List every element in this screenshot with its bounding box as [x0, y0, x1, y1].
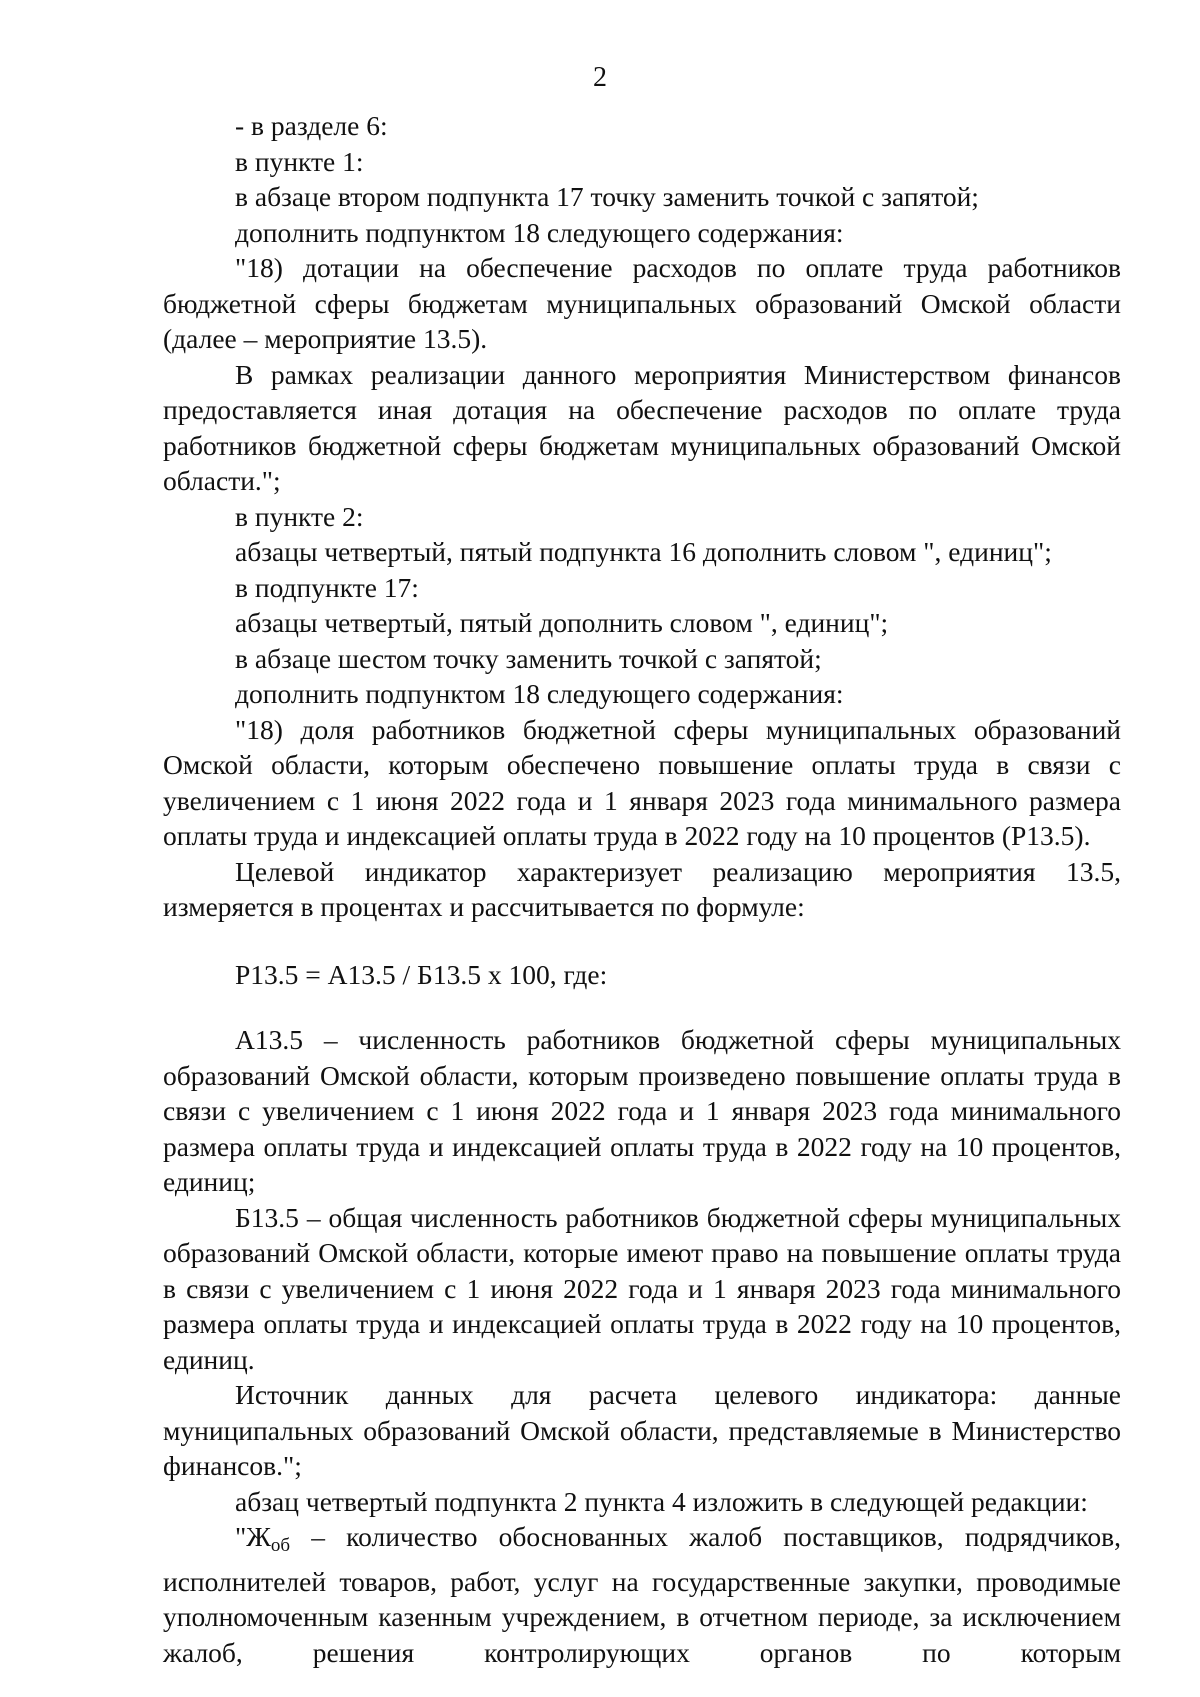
- data-source-paragraph: Источник данных для расчета целевого индикатора: данные муниципальных образований Омской области, представляемые в Министерство финансов.";: [163, 1379, 1121, 1481]
- paragraph: абзацы четвертый, пятый подпункта 16 дополнить словом ", единиц";: [235, 536, 1052, 567]
- final-paragraph: [163, 1519, 1121, 1670]
- formula: Р13.5 = А13.5 / Б13.5 x 100, где:: [235, 958, 608, 990]
- paragraph: в пункте 2:: [235, 500, 364, 532]
- paragraph: - в разделе 6:: [235, 110, 388, 141]
- paragraph: в абзаце шестом точку заменить точкой с запятой;: [235, 642, 822, 674]
- paragraph: "18) доля работников бюджетной сферы муниципальных образований Омской области, которым обеспечено повышение оплаты труда в связи с увеличением с 1 июня 2022 года и 1 января 2023 года минимального размера оплаты труда и индексацией оплаты труда в 2022 году на 10 процентов (Р13.5).: [163, 713, 1121, 851]
- paragraph: Целевой индикатор характеризует реализацию мероприятия 13.5, измеряется в процентах и рассчитывается по формуле:: [163, 855, 1121, 922]
- paragraph: в подпункте 17:: [235, 571, 419, 603]
- page-number: 2: [593, 62, 607, 93]
- paragraph: в пункте 1:: [235, 145, 364, 177]
- paragraph: дополнить подпунктом 18 следующего содержания:: [235, 678, 844, 709]
- definition-paragraph: Б13.5 – общая численность работников бюджетной сферы муниципальных образований Омской области, которые имеют право на повышение оплаты труда в связи с увеличением с 1 июня 2022 года и 1 января 2023 года минимального размера оплаты труда и индексацией оплаты труда в 2022 году на 10 процентов, единиц.: [163, 1201, 1121, 1375]
- final-paragraph-subscript: об: [270, 1535, 291, 1556]
- paragraph: В рамках реализации данного мероприятия Министерством финансов предоставляется иная дотация на обеспечение расходов по оплате труда работников бюджетной сферы бюджетам муниципальных образований Омской области.";: [163, 358, 1121, 496]
- paragraph: абзац четвертый подпункта 2 пункта 4 изложить в следующей редакции:: [235, 1485, 1088, 1517]
- final-paragraph-prefix: "Ж: [235, 1521, 271, 1552]
- document-body: [163, 108, 1121, 1670]
- definition-paragraph: А13.5 – численность работников бюджетной сферы муниципальных образований Омской области, которым произведено повышение оплаты труда в связи с увеличением с 1 июня 2022 года и 1 января 2023 года минимального размера оплаты труда и индексацией оплаты труда в 2022 году на 10 процентов, единиц;: [163, 1024, 1121, 1197]
- paragraph: "18) дотации на обеспечение расходов по оплате труда работников бюджетной сферы бюджетам муниципальных образований Омской области (далее – мероприятие 13.5).: [163, 252, 1121, 354]
- paragraph: абзацы четвертый, пятый дополнить словом ", единиц";: [235, 607, 889, 638]
- final-paragraph-text: – количество обоснованных жалоб поставщиков, подрядчиков, исполнителей товаров, работ, услуг на государственные закупки, проводимые уполномоченным казенным учреждением, в отчетном периоде, за исключением жалоб, решения контролирующих органов по которым: [163, 1521, 1121, 1668]
- paragraph: дополнить подпунктом 18 следующего содержания:: [235, 216, 844, 248]
- paragraph: в абзаце втором подпункта 17 точку заменить точкой с запятой;: [235, 181, 979, 212]
